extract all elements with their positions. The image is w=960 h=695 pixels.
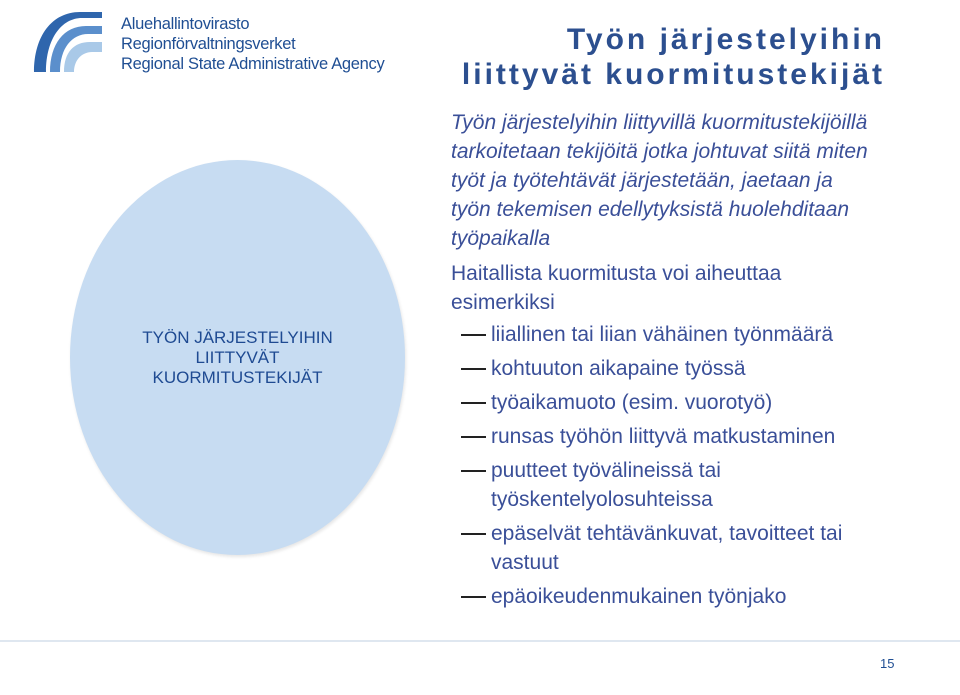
bullet-list bbox=[451, 320, 941, 611]
slide-title bbox=[380, 22, 885, 92]
dash-bullet-icon bbox=[461, 533, 486, 535]
dash-bullet-icon bbox=[461, 596, 486, 598]
circle-line: TYÖN JÄRJESTELYIHIN bbox=[142, 327, 333, 347]
org-name-english: Regional State Administrative Agency bbox=[121, 55, 385, 73]
bullet-text: työskentelyolosuhteissa bbox=[491, 488, 713, 511]
list-item bbox=[451, 320, 941, 349]
circle-line: LIITTYVÄT bbox=[195, 347, 280, 367]
topic-circle bbox=[70, 160, 405, 555]
definition-line: Työn järjestelyihin liittyvillä kuormitustekijöillä bbox=[451, 111, 868, 134]
bullet-text: puutteet työvälineissä tai bbox=[491, 459, 721, 482]
organization-names bbox=[121, 14, 384, 74]
title-line: liittyvät kuormitustekijät bbox=[461, 58, 885, 91]
page-number: 15 bbox=[880, 656, 895, 671]
bullet-text: kohtuuton aikapaine työssä bbox=[491, 357, 746, 380]
list-item bbox=[451, 354, 941, 383]
bullet-text: työaikamuoto (esim. vuorotyö) bbox=[491, 391, 773, 414]
footer-divider bbox=[0, 640, 960, 642]
bullet-text: liiallinen tai liian vähäinen työnmäärä bbox=[491, 323, 834, 346]
dash-bullet-icon bbox=[461, 334, 486, 336]
title-line: Työn järjestelyihin bbox=[566, 23, 885, 56]
definition-line: työt ja työtehtävät järjestetään, jaetaan ja bbox=[451, 169, 833, 192]
definition-line: työpaikalla bbox=[451, 227, 551, 250]
intro-line: esimerkiksi bbox=[451, 291, 555, 314]
definition-line: työn tekemisen edellytyksistä huolehditaan bbox=[451, 198, 850, 221]
intro-paragraph bbox=[451, 259, 941, 317]
agency-logo-icon bbox=[28, 6, 108, 78]
bullet-text: runsas työhön liittyvä matkustaminen bbox=[491, 425, 836, 448]
definition-line: tarkoitetaan tekijöitä jotka johtuvat siitä miten bbox=[451, 140, 868, 163]
list-item bbox=[451, 582, 941, 611]
list-item bbox=[451, 388, 941, 417]
dash-bullet-icon bbox=[461, 402, 486, 404]
dash-bullet-icon bbox=[461, 368, 486, 370]
bullet-text: epäselvät tehtävänkuvat, tavoitteet tai bbox=[491, 522, 843, 545]
slide-content bbox=[451, 108, 941, 616]
intro-line: Haitallista kuormitusta voi aiheuttaa bbox=[451, 262, 782, 285]
list-item bbox=[451, 456, 941, 514]
org-name-swedish: Regionförvaltningsverket bbox=[121, 35, 296, 53]
circle-line: KUORMITUSTEKIJÄT bbox=[152, 367, 323, 387]
dash-bullet-icon bbox=[461, 470, 486, 472]
bullet-text: vastuut bbox=[491, 551, 559, 574]
topic-circle-label bbox=[142, 328, 333, 388]
org-name-finnish: Aluehallintovirasto bbox=[121, 15, 250, 33]
bullet-text: epäoikeudenmukainen työnjako bbox=[491, 585, 787, 608]
list-item bbox=[451, 519, 941, 577]
dash-bullet-icon bbox=[461, 436, 486, 438]
definition-paragraph bbox=[451, 108, 941, 253]
list-item bbox=[451, 422, 941, 451]
